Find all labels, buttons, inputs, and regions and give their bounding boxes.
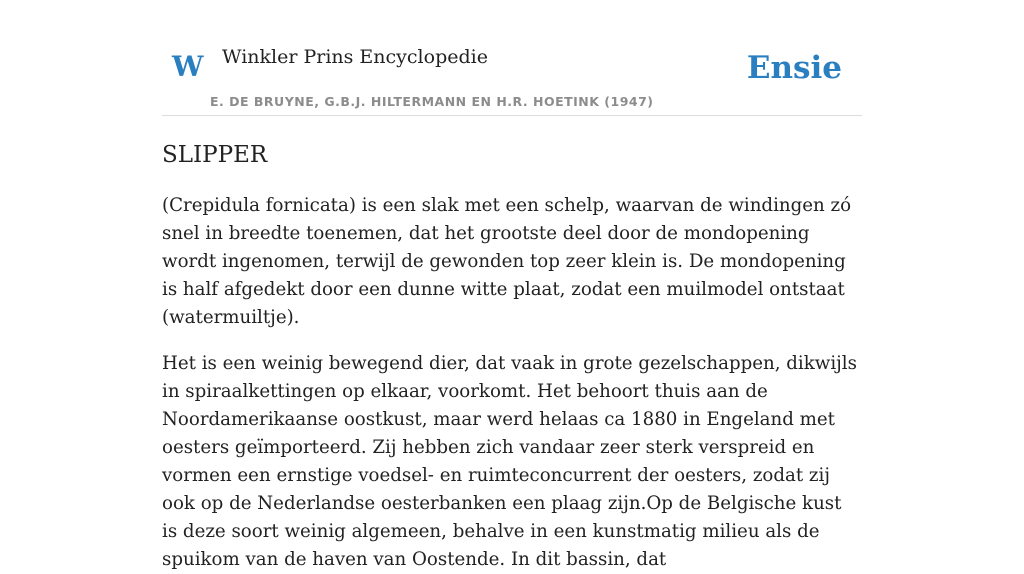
- winkler-prins-logo-icon[interactable]: W: [172, 50, 204, 83]
- ensie-logo[interactable]: Ensie: [746, 50, 842, 86]
- source-header: [162, 0, 862, 116]
- entry-title: SLIPPER: [162, 142, 268, 168]
- page: [162, 0, 862, 570]
- entry-paragraph: Het is een weinig bewegend dier, dat vaak in grote gezelschappen, dikwijls in spiraalkettingen op elkaar, voorkomt. Het behoort thuis aan de Noordamerikaanse oostkust, maar werd helaas ca 1880 in Engeland met oesters geïmporteerd. Zij hebben zich vandaar zeer sterk verspreid en vormen een ernstige voedsel- en ruimteconcurrent der oesters, zodat zij ook op de Nederlandse oesterbanken een plaag zijn.Op de Belgische kust is deze soort weinig algemeen, behalve in een kunstmatig milieu als de spuikom van de haven van Oostende. In dit bassin, dat: [162, 352, 857, 570]
- source-title[interactable]: Winkler Prins Encyclopedie: [222, 46, 488, 68]
- entry-paragraph: (Crepidula fornicata) is een slak met een schelp, waarvan de windingen zó snel in breedte toenemen, dat het grootste deel door de mondopening wordt ingenomen, terwijl de gewonden top zeer klein is. De mondopening is half afgedekt door een dunne witte plaat, zodat een muilmodel ontstaat (watermuiltje).: [162, 194, 852, 328]
- entry-body: [162, 192, 862, 574]
- source-authors: E. DE BRUYNE, G.B.J. HILTERMANN EN H.R. HOETINK (1947): [210, 94, 654, 109]
